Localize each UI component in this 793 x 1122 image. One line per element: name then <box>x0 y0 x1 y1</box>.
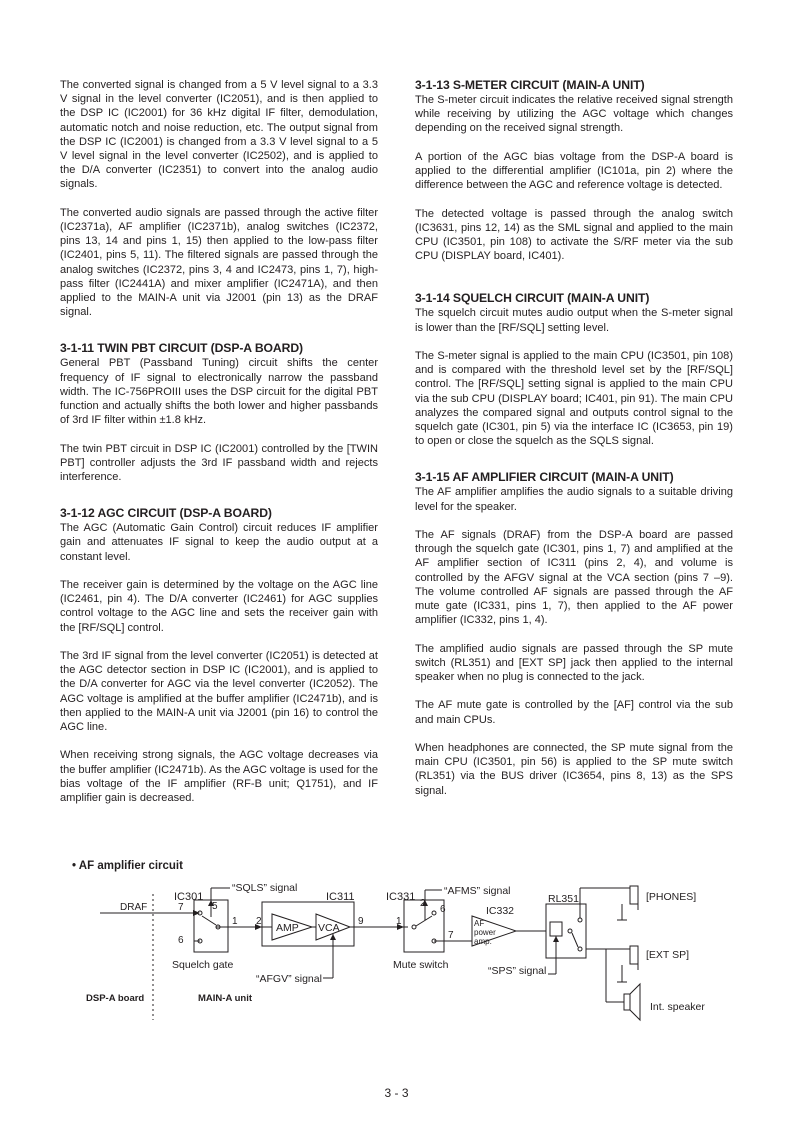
label-draf: DRAF <box>120 902 148 913</box>
paragraph: A portion of the AGC bias voltage from the DSP-A board is applied to the differential amplifier (IC101a, pin 2) where the difference between the AGC and reference voltage is detected. <box>415 150 733 192</box>
speaker-icon <box>624 994 630 1010</box>
label-dsp-a-board: DSP-A board <box>86 993 145 1004</box>
paragraph: The AGC (Automatic Gain Control) circuit reduces IF amplifier gain and attenuates IF signal to keep the audio output at a constant level. <box>60 522 378 563</box>
pin-2: 2 <box>256 916 262 927</box>
label-squelch-gate: Squelch gate <box>172 959 234 971</box>
section-heading-af-amplifier: 3-1-15 AF AMPLIFIER CIRCUIT (MAIN-A UNIT) <box>415 470 674 485</box>
label-af-power-amp-1: AF <box>474 919 485 928</box>
diagram-title: • AF amplifier circuit <box>72 860 183 872</box>
label-af-power-amp-2: power <box>474 928 496 937</box>
label-sqls: “SQLS” signal <box>232 882 298 894</box>
page-number: 3 - 3 <box>384 1086 409 1100</box>
pin-5: 5 <box>212 901 218 912</box>
paragraph: The AF signals (DRAF) from the DSP-A board are passed through the squelch gate (IC301, pins 1, 7) and amplified at the AF amplifier section of IC311 (pins 2, 4), and volume is controlled by the AFGV signal at the VCA section (pins 7 –9). The volume controlled AF signals are passed through the AF mute gate (IC331, pins 1, 7), then applied to the AF power amplifier (IC332, pins 1, 4). <box>415 529 733 627</box>
paragraph: The converted audio signals are passed through the active filter (IC2371a), AF amplifier (IC2371b), analog switches (IC2372, pins 13, 14 and pins 1, 15) then applied to the low-pass filter (IC2401, pins 5, 11). The filtered signals are passed through the analog switches (IC2372, pins 3, 4 and IC2473, pins 1, 7), high-pass filter (IC2441A) and mixer amplifier (IC2471A), and then applied to the MAIN-A unit via J2001 (pin 13) as the DRAF signal. <box>60 206 378 319</box>
paragraph: The AF amplifier amplifies the audio signals to a suitable driving level for the speaker. <box>415 486 733 513</box>
label-af-power-amp-3: amp. <box>474 937 492 946</box>
paragraph: The AF mute gate is controlled by the [AF] control via the sub and main CPUs. <box>415 699 733 726</box>
paragraph: General PBT (Passband Tuning) circuit shifts the center frequency of IF signal to electronically narrow the passband width. The IC-756PROIII uses the DSP circuit for the digital PBT function and actually shifts the both lower and higher passbands of 3rd IF filter within ±1.8 kHz. <box>60 357 378 427</box>
right-column <box>415 78 733 812</box>
label-phones: [PHONES] <box>646 891 697 903</box>
label-ext-sp: [EXT SP] <box>646 949 689 961</box>
pin-m6: 6 <box>440 904 446 915</box>
label-amp: AMP <box>276 922 299 934</box>
section-heading-s-meter: 3-1-13 S-METER CIRCUIT (MAIN-A UNIT) <box>415 78 645 92</box>
label-ic311: IC311 <box>326 891 355 903</box>
paragraph: The 3rd IF signal from the level converter (IC2051) is detected at the AGC detector section in DSP IC (IC2001), and is applied to the D/A converter for AGC via the level converter (IC2052). The AGC voltage is amplified at the buffer amplifier (IC2471b), and is then applied to the MAIN-A unit via J2001 (pin 16) to control the AGC line. <box>60 650 378 734</box>
pin-6: 6 <box>178 935 184 946</box>
pin-7: 7 <box>178 902 184 913</box>
label-int-speaker: Int. speaker <box>650 1001 705 1013</box>
section-heading-agc: 3-1-12 AGC CIRCUIT (DSP-A BOARD) <box>60 506 272 521</box>
left-column <box>60 78 378 819</box>
paragraph: The amplified audio signals are passed through the SP mute switch (RL351) and [EXT SP] jack then applied to the internal speaker when no plug is connected to the jack. <box>415 642 733 684</box>
af-amplifier-circuit-diagram <box>0 870 793 1030</box>
paragraph: The squelch circuit mutes audio output when the S-meter signal is lower than the [RF/SQL] setting level. <box>415 307 733 334</box>
label-ic331: IC331 <box>386 891 416 903</box>
label-vca: VCA <box>318 922 340 934</box>
label-mute-switch: Mute switch <box>393 959 449 971</box>
section-heading-squelch: 3-1-14 SQUELCH CIRCUIT (MAIN-A UNIT) <box>415 291 650 306</box>
label-main-a-unit: MAIN-A unit <box>198 993 252 1004</box>
paragraph: The converted signal is changed from a 5 V level signal to a 3.3 V signal in the level converter (IC2051), and is then applied to the DSP IC (IC2001) for 36 kHz digital IF filter, demodulation, automatic notch and noise reduction, etc. The output signal from the DSP IC (IC2001) is changed from a 3.3 V level signal to a 5 V level signal in the level converter (IC2502), and is applied to the D/A converter (IC2351) to convert into the analog audio signals. <box>60 79 378 191</box>
paragraph: The receiver gain is determined by the voltage on the AGC line (IC2461, pin 4). The D/A converter (IC2461) for AGC supplies control voltage to the AGC line and sets the receiver gain with the [RF/SQL] control. <box>60 579 378 634</box>
label-rl351: RL351 <box>548 893 579 905</box>
label-sps: “SPS” signal <box>488 965 547 977</box>
paragraph: When headphones are connected, the SP mute signal from the main CPU (IC3501, pin 56) is applied to the SP mute switch (RL351) via the BUS driver (IC3654, pins 8, 13) as the SPS signal. <box>415 742 733 797</box>
section-heading-twin-pbt: 3-1-11 TWIN PBT CIRCUIT (DSP-A BOARD) <box>60 341 303 356</box>
paragraph: The S-meter circuit indicates the relative received signal strength while receiving by utilizing the AGC voltage which changes depending on the received signal strength. <box>415 94 733 135</box>
label-ic332: IC332 <box>486 905 515 917</box>
paragraph: When receiving strong signals, the AGC voltage decreases via the buffer amplifier (IC2471b). As the AGC voltage is used for the bias voltage of the IF amplifier (RF-B unit; Q1751), and IF amplifier gain is decreased. <box>60 749 378 805</box>
pin-9: 9 <box>358 916 364 927</box>
pin-m1: 1 <box>396 916 402 927</box>
paragraph: The S-meter signal is applied to the main CPU (IC3501, pin 108) and is compared with the threshold level set by the [RF/SQL] control. The [RF/SQL] setting signal is applied to the main CPU via the sub CPU (DISPLAY board; IC401, pin 91). The main CPU analyzes the compared signal and outputs control signal to the squelch gate (IC301, pin 5) via the interface IC (IC3653, pin 19) to open or close the squelch as the SQLS signal. <box>415 350 733 448</box>
label-afms: “AFMS” signal <box>444 885 511 897</box>
pin-m2: 2 <box>420 898 426 909</box>
pin-1: 1 <box>232 916 238 927</box>
label-afgv: “AFGV” signal <box>256 973 322 985</box>
paragraph: The detected voltage is passed through the analog switch (IC3631, pins 12, 14) as the SML signal and applied to the main CPU (IC3501, pin 108) to activate the S/RF meter via the sub CPU (DISPLAY board, IC401). <box>415 207 733 263</box>
paragraph: The twin PBT circuit in DSP IC (IC2001) controlled by the [TWIN PBT] controller adjusts the 3rd IF passband width and rejects interference. <box>60 442 378 484</box>
label-ic301: IC301 <box>174 891 204 903</box>
pin-m7: 7 <box>448 930 454 941</box>
